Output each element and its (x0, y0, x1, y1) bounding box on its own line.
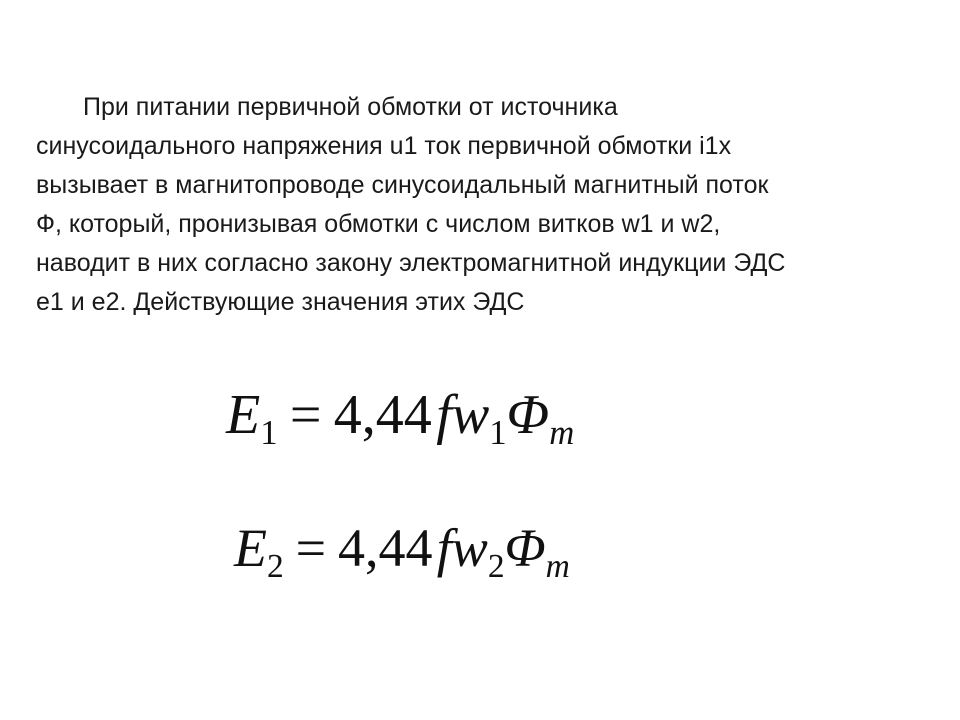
formula-lhs: E (234, 518, 267, 578)
formula-turns-subscript: 1 (489, 413, 507, 453)
formula-frequency: f (436, 384, 452, 446)
formula-frequency: f (436, 518, 452, 578)
formula-lhs: E (226, 384, 261, 446)
formula-lhs-subscript: 2 (267, 547, 284, 585)
paragraph-line: При питании первичной обмотки от источника (83, 93, 618, 121)
formula-turns: w (451, 518, 488, 578)
paragraph-line: наводит в них согласно закону электромагнитной индукции ЭДС (36, 249, 786, 277)
formula-equals: = (289, 384, 322, 446)
formula-turns: w (451, 384, 490, 446)
formula-turns-subscript: 2 (487, 547, 505, 585)
formula-flux: Φ (504, 518, 546, 578)
paragraph-line: е1 и е2. Действующие значения этих ЭДС (36, 288, 525, 316)
formula-coefficient: 4,44 (337, 518, 433, 578)
paragraph-line: Ф, который, пронизывая обмотки с числом витков w1 и w2, (36, 210, 721, 238)
formula-equals: = (295, 518, 327, 578)
emf-formula-1 (226, 380, 574, 457)
paragraph-line: вызывает в магнитопроводе синусоидальный магнитный поток (36, 171, 769, 199)
formula-flux-subscript: m (549, 413, 575, 453)
paragraph-line: синусоидального напряжения u1 ток первичной обмотки i1х (36, 132, 732, 160)
formula-lhs-subscript: 1 (260, 413, 278, 453)
formula-flux: Φ (506, 384, 550, 446)
formula-coefficient: 4,44 (333, 384, 432, 446)
formula-flux-subscript: m (545, 547, 570, 585)
emf-formula-2 (234, 514, 570, 590)
body-paragraph (36, 88, 936, 322)
